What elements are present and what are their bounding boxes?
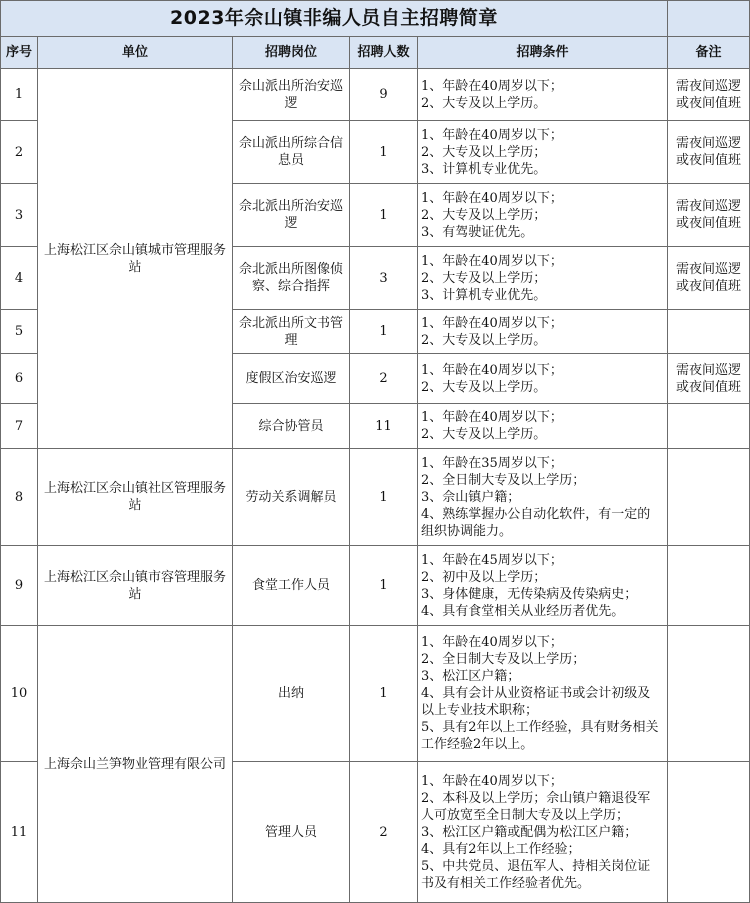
row-8-count: 1: [350, 449, 418, 546]
row-6-count: 2: [350, 354, 418, 404]
unit-name: 上海佘山兰笋物业管理有限公司: [43, 756, 226, 772]
row-7-post: 综合协管员: [258, 418, 324, 434]
requirement-line: 1、年龄在40周岁以下；: [421, 253, 563, 269]
requirement-line: 2、初中及以上学历；: [421, 569, 547, 585]
row-2-count: 1: [350, 121, 418, 184]
requirement-line: 4、熟练掌握办公自动化软件，有一定的: [421, 506, 651, 522]
row-6-post-cell: [233, 354, 350, 404]
row-8-index: 8: [1, 449, 38, 546]
row-1-requirements-list: [421, 78, 563, 112]
row-2-remarks: 需夜间巡逻或夜间值班: [675, 136, 741, 168]
row-7-requirements-list: [421, 409, 563, 443]
row-1-remarks-cell: [668, 69, 750, 121]
requirement-line: 5、中共党员、退伍军人、持相关岗位证: [421, 858, 651, 874]
requirement-line: 1、年龄在40周岁以下；: [421, 190, 563, 206]
row-4-remarks-cell: [668, 247, 750, 310]
page-title: 2023年佘山镇非编人员自主招聘简章: [1, 1, 668, 37]
requirement-line: 1、年龄在35周岁以下；: [421, 455, 563, 471]
row-5-remarks-cell: [668, 310, 750, 354]
row-1-index: 1: [1, 69, 38, 121]
unit-name: 上海松江区佘山镇城市管理服务站: [43, 242, 226, 275]
row-5-requirements-cell: [418, 310, 668, 354]
row-6-requirements-list: [421, 362, 563, 396]
row-2-post: 佘山派出所综合信息员: [238, 136, 343, 168]
row-1-count: 9: [350, 69, 418, 121]
row-5-index: 5: [1, 310, 38, 354]
requirement-line: 3、身体健康，无传染病及传染病史；: [421, 586, 638, 602]
requirement-line: 1、年龄在40周岁以下；: [421, 773, 563, 789]
row-6-index: 6: [1, 354, 38, 404]
row-5-post: 佘北派出所文书管理: [238, 315, 343, 348]
row-2-remarks-cell: [668, 121, 750, 184]
row-3-post: 佘北派出所治安巡逻: [238, 199, 343, 231]
requirement-line: 1、年龄在40周岁以下；: [421, 635, 563, 650]
row-9-post-cell: [233, 546, 350, 626]
requirement-line: 3、有驾驶证优先。: [421, 224, 534, 240]
row-9-requirements-list: [421, 552, 637, 620]
requirement-line: 1、年龄在40周岁以下；: [421, 362, 563, 378]
row-5-count: 1: [350, 310, 418, 354]
row-10-index: 10: [1, 626, 38, 762]
row-3-index: 3: [1, 184, 38, 247]
row-2-index: 2: [1, 121, 38, 184]
unit-name: 上海松江区佘山镇社区管理服务站: [43, 481, 226, 513]
requirement-line: 3、计算机专业优先。: [421, 161, 547, 177]
requirement-line: 1、年龄在40周岁以下；: [421, 127, 563, 143]
row-3-post-cell: [233, 184, 350, 247]
row-2-post-cell: [233, 121, 350, 184]
row-10-post-cell: [233, 626, 350, 762]
row-11-index: 11: [1, 762, 38, 903]
requirement-line: 4、具有2年以上工作经验；: [421, 841, 581, 857]
column-header-remarks: 备注: [668, 37, 750, 69]
row-2-requirements-list: [421, 127, 563, 178]
row-10-remarks-cell: [668, 626, 750, 762]
column-header-unit: 单位: [38, 37, 233, 69]
row-7-count: 11: [350, 404, 418, 449]
row-10-requirements-cell: [418, 626, 668, 762]
row-8-requirements-list: [421, 455, 650, 540]
unit-cell-community-management: [38, 449, 233, 546]
row-8-requirements-cell: [418, 449, 668, 546]
row-4-index: 4: [1, 247, 38, 310]
requirement-line: 工作经验2年以上。: [421, 737, 534, 752]
row-10-requirements-list: [421, 634, 659, 753]
requirement-line: 1、年龄在40周岁以下；: [421, 410, 563, 425]
row-7-index: 7: [1, 404, 38, 449]
row-6-requirements-cell: [418, 354, 668, 404]
row-11-post: 管理人员: [264, 824, 317, 840]
requirement-line: 2、大专及以上学历。: [421, 427, 547, 442]
row-7-requirements-cell: [418, 404, 668, 449]
row-7-remarks-cell: [668, 404, 750, 449]
row-3-remarks: 需夜间巡逻或夜间值班: [675, 199, 741, 231]
row-9-remarks-cell: [668, 546, 750, 626]
row-1-remarks: 需夜间巡逻或夜间值班: [675, 78, 741, 111]
requirement-line: 2、大专及以上学历；: [421, 144, 547, 160]
requirement-line: 1、年龄在40周岁以下；: [421, 78, 563, 94]
requirement-line: 人可放宽至全日制大专及以上学历；: [421, 807, 630, 823]
unit-cell-city-management: [38, 69, 233, 449]
row-6-remarks: 需夜间巡逻或夜间值班: [675, 362, 741, 395]
requirement-line: 2、大专及以上学历。: [421, 379, 547, 395]
row-9-index: 9: [1, 546, 38, 626]
row-8-post-cell: [233, 449, 350, 546]
row-3-remarks-cell: [668, 184, 750, 247]
requirement-line: 2、大专及以上学历；: [421, 270, 547, 286]
requirement-line: 2、全日制大专及以上学历；: [421, 652, 586, 667]
row-4-requirements-cell: [418, 247, 668, 310]
unit-name: 上海松江区佘山镇市容管理服务站: [43, 569, 226, 602]
column-header-post: 招聘岗位: [233, 37, 350, 69]
requirement-line: 1、年龄在40周岁以下；: [421, 315, 563, 331]
row-7-post-cell: [233, 404, 350, 449]
row-1-requirements-cell: [418, 69, 668, 121]
row-8-post: 劳动关系调解员: [245, 489, 337, 505]
requirement-line: 4、具有会计从业资格证书或会计初级及: [421, 686, 651, 701]
row-3-requirements-cell: [418, 184, 668, 247]
requirement-line: 5、具有2年以上工作经验，具有财务相关: [421, 720, 659, 735]
row-9-post: 食堂工作人员: [251, 578, 330, 593]
unit-cell-property-company: [38, 626, 233, 903]
row-1-post: 佘山派出所治安巡逻: [238, 78, 343, 111]
column-header-requirements: 招聘条件: [418, 37, 668, 69]
requirement-line: 3、佘山镇户籍；: [421, 489, 521, 505]
requirement-line: 组织协调能力。: [421, 523, 513, 539]
row-4-post: 佘北派出所图像侦察、综合指挥: [238, 262, 343, 294]
requirement-line: 以上专业技术职称；: [421, 703, 539, 718]
row-11-requirements-cell: [418, 762, 668, 903]
row-4-remarks: 需夜间巡逻或夜间值班: [675, 262, 741, 294]
row-3-count: 1: [350, 184, 418, 247]
row-5-requirements-list: [421, 315, 563, 349]
column-header-index: 序号: [1, 37, 38, 69]
requirement-line: 1、年龄在45周岁以下；: [421, 552, 563, 568]
row-1-post-cell: [233, 69, 350, 121]
row-5-post-cell: [233, 310, 350, 354]
requirement-line: 2、大专及以上学历。: [421, 332, 547, 348]
row-11-remarks-cell: [668, 762, 750, 903]
row-4-requirements-list: [421, 253, 563, 304]
requirement-line: 2、本科及以上学历；佘山镇户籍退役军: [421, 790, 651, 806]
row-6-post: 度假区治安巡逻: [245, 371, 337, 386]
unit-cell-city-appearance: [38, 546, 233, 626]
row-11-count: 2: [350, 762, 418, 903]
row-2-requirements-cell: [418, 121, 668, 184]
requirement-line: 书及有相关工作经验者优先。: [421, 875, 591, 891]
row-10-count: 1: [350, 626, 418, 762]
row-9-requirements-cell: [418, 546, 668, 626]
row-3-requirements-list: [421, 190, 563, 241]
row-8-remarks-cell: [668, 449, 750, 546]
column-header-count: 招聘人数: [350, 37, 418, 69]
title-row-blank-cell: [668, 1, 750, 37]
row-4-count: 3: [350, 247, 418, 310]
requirement-line: 3、计算机专业优先。: [421, 287, 547, 303]
requirement-line: 3、松江区户籍或配偶为松江区户籍；: [421, 824, 638, 840]
requirement-line: 3、松江区户籍；: [421, 669, 521, 684]
requirement-line: 2、大专及以上学历。: [421, 95, 547, 111]
row-9-count: 1: [350, 546, 418, 626]
row-4-post-cell: [233, 247, 350, 310]
row-6-remarks-cell: [668, 354, 750, 404]
row-10-post: 出纳: [277, 686, 304, 701]
requirement-line: 4、具有食堂相关从业经历者优先。: [421, 603, 625, 619]
requirement-line: 2、大专及以上学历；: [421, 207, 547, 223]
row-11-post-cell: [233, 762, 350, 903]
row-11-requirements-list: [421, 773, 650, 892]
requirement-line: 2、全日制大专及以上学历；: [421, 472, 586, 488]
